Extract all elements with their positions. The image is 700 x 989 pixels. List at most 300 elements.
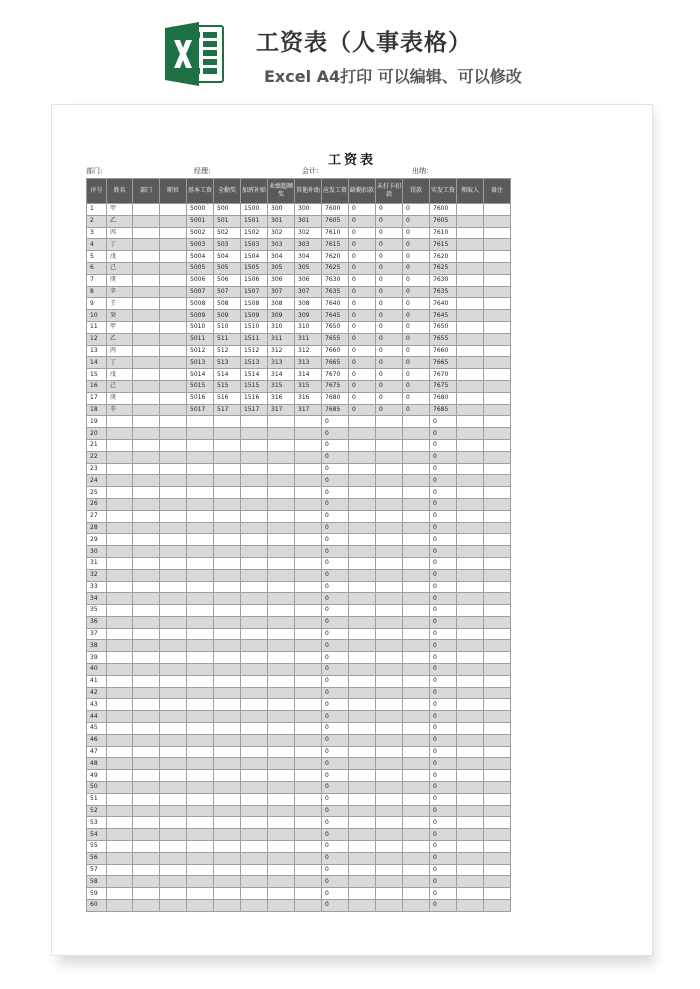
table-cell[interactable]: 5008 [187,298,214,310]
table-cell[interactable]: 0 [403,392,430,404]
table-cell[interactable]: 49 [87,770,107,782]
table-cell[interactable]: 1512 [241,345,268,357]
table-cell[interactable] [349,498,376,510]
table-cell[interactable]: 7600 [322,204,349,216]
table-cell[interactable] [133,463,160,475]
table-cell[interactable]: 0 [349,204,376,216]
table-cell[interactable]: 510 [214,321,241,333]
table-cell[interactable] [187,664,214,676]
table-cell[interactable] [457,487,484,499]
table-cell[interactable]: 0 [403,251,430,263]
table-cell[interactable]: 甲 [107,321,133,333]
table-cell[interactable] [403,876,430,888]
table-cell[interactable]: 7605 [322,215,349,227]
table-cell[interactable] [160,829,187,841]
table-cell[interactable] [268,888,295,900]
table-cell[interactable]: 0 [403,204,430,216]
table-cell[interactable] [160,404,187,416]
table-cell[interactable] [107,829,133,841]
table-cell[interactable]: 1513 [241,357,268,369]
table-cell[interactable] [160,380,187,392]
table-cell[interactable] [160,215,187,227]
table-cell[interactable]: 0 [376,298,403,310]
table-cell[interactable]: 504 [214,251,241,263]
table-cell[interactable] [187,463,214,475]
table-cell[interactable]: 7675 [430,380,457,392]
table-cell[interactable]: 0 [322,628,349,640]
table-cell[interactable]: 313 [268,357,295,369]
table-cell[interactable]: 503 [214,239,241,251]
table-cell[interactable]: 40 [87,664,107,676]
table-cell[interactable] [133,723,160,735]
table-cell[interactable] [376,817,403,829]
table-cell[interactable] [214,546,241,558]
table-cell[interactable] [107,439,133,451]
table-cell[interactable]: 0 [376,392,403,404]
table-cell[interactable]: 0 [349,404,376,416]
table-cell[interactable]: 0 [403,321,430,333]
table-cell[interactable]: 25 [87,487,107,499]
table-cell[interactable]: 317 [295,404,322,416]
table-cell[interactable]: 60 [87,900,107,912]
table-cell[interactable] [295,569,322,581]
table-cell[interactable]: 0 [376,227,403,239]
table-cell[interactable] [376,463,403,475]
table-cell[interactable] [268,463,295,475]
table-cell[interactable]: 317 [268,404,295,416]
table-cell[interactable] [241,876,268,888]
table-cell[interactable]: 304 [268,251,295,263]
table-cell[interactable] [349,770,376,782]
table-cell[interactable] [403,605,430,617]
table-cell[interactable] [376,864,403,876]
table-cell[interactable] [160,546,187,558]
table-cell[interactable] [457,274,484,286]
table-cell[interactable] [457,215,484,227]
table-cell[interactable] [187,699,214,711]
table-cell[interactable]: 501 [214,215,241,227]
table-cell[interactable] [160,687,187,699]
table-cell[interactable]: 310 [268,321,295,333]
table-cell[interactable] [133,782,160,794]
table-cell[interactable]: 1514 [241,369,268,381]
table-cell[interactable] [349,782,376,794]
table-cell[interactable] [107,723,133,735]
table-cell[interactable] [160,699,187,711]
table-cell[interactable]: 0 [430,652,457,664]
table-cell[interactable] [187,475,214,487]
table-cell[interactable] [484,593,511,605]
table-cell[interactable] [295,864,322,876]
table-cell[interactable] [133,487,160,499]
table-cell[interactable]: 0 [430,876,457,888]
table-cell[interactable] [484,522,511,534]
table-cell[interactable] [484,321,511,333]
table-cell[interactable] [376,428,403,440]
table-cell[interactable]: 癸 [107,310,133,322]
table-cell[interactable] [187,487,214,499]
table-cell[interactable] [457,498,484,510]
table-cell[interactable] [484,770,511,782]
table-cell[interactable]: 7645 [322,310,349,322]
table-cell[interactable] [295,723,322,735]
table-cell[interactable] [187,900,214,912]
table-cell[interactable] [214,782,241,794]
table-cell[interactable]: 311 [295,333,322,345]
table-cell[interactable] [403,569,430,581]
table-cell[interactable] [133,262,160,274]
table-cell[interactable] [133,274,160,286]
table-cell[interactable] [403,900,430,912]
table-cell[interactable] [160,498,187,510]
table-cell[interactable] [403,782,430,794]
table-cell[interactable] [107,687,133,699]
table-cell[interactable] [403,510,430,522]
table-cell[interactable] [214,557,241,569]
table-cell[interactable] [376,652,403,664]
table-cell[interactable] [376,510,403,522]
table-cell[interactable]: 0 [430,723,457,735]
table-cell[interactable] [484,345,511,357]
table-cell[interactable] [268,664,295,676]
table-cell[interactable] [160,369,187,381]
table-cell[interactable] [376,487,403,499]
table-cell[interactable] [295,852,322,864]
table-cell[interactable] [376,593,403,605]
table-cell[interactable] [268,628,295,640]
table-cell[interactable] [107,534,133,546]
table-cell[interactable]: 0 [376,345,403,357]
table-cell[interactable] [187,557,214,569]
table-cell[interactable] [403,475,430,487]
table-cell[interactable] [295,463,322,475]
table-cell[interactable] [241,652,268,664]
table-cell[interactable] [133,664,160,676]
table-cell[interactable] [349,876,376,888]
table-cell[interactable]: 1509 [241,310,268,322]
table-cell[interactable]: 1501 [241,215,268,227]
table-cell[interactable] [484,274,511,286]
table-cell[interactable] [160,428,187,440]
table-cell[interactable]: 26 [87,498,107,510]
table-cell[interactable]: 303 [295,239,322,251]
table-cell[interactable]: 0 [322,888,349,900]
table-cell[interactable] [214,581,241,593]
table-cell[interactable] [376,581,403,593]
table-cell[interactable] [484,758,511,770]
table-cell[interactable] [457,841,484,853]
table-cell[interactable] [349,463,376,475]
table-cell[interactable] [214,428,241,440]
table-cell[interactable] [187,829,214,841]
table-cell[interactable]: 0 [349,392,376,404]
table-cell[interactable]: 6 [87,262,107,274]
table-cell[interactable]: 7630 [430,274,457,286]
table-cell[interactable] [484,404,511,416]
table-cell[interactable] [107,546,133,558]
table-cell[interactable] [484,204,511,216]
table-cell[interactable] [403,451,430,463]
table-cell[interactable]: 0 [403,274,430,286]
table-cell[interactable] [107,711,133,723]
table-cell[interactable] [133,333,160,345]
table-cell[interactable] [295,522,322,534]
table-cell[interactable]: 乙 [107,215,133,227]
table-cell[interactable] [349,864,376,876]
table-cell[interactable] [457,652,484,664]
table-cell[interactable]: 13 [87,345,107,357]
table-cell[interactable]: 308 [268,298,295,310]
table-cell[interactable]: 0 [430,841,457,853]
table-cell[interactable] [457,416,484,428]
table-cell[interactable]: 41 [87,675,107,687]
table-cell[interactable] [349,569,376,581]
table-cell[interactable]: 505 [214,262,241,274]
table-cell[interactable] [241,546,268,558]
table-cell[interactable] [403,829,430,841]
table-cell[interactable] [268,616,295,628]
table-cell[interactable] [133,711,160,723]
table-cell[interactable] [484,546,511,558]
table-cell[interactable] [484,416,511,428]
table-cell[interactable]: 5012 [187,345,214,357]
table-cell[interactable]: 7615 [430,239,457,251]
table-cell[interactable]: 0 [430,817,457,829]
table-cell[interactable] [241,451,268,463]
table-cell[interactable] [376,675,403,687]
table-cell[interactable]: 22 [87,451,107,463]
table-cell[interactable]: 1500 [241,204,268,216]
table-cell[interactable]: 5009 [187,310,214,322]
table-cell[interactable] [133,652,160,664]
table-cell[interactable]: 34 [87,593,107,605]
table-cell[interactable] [376,687,403,699]
table-cell[interactable] [268,699,295,711]
table-cell[interactable] [160,664,187,676]
table-cell[interactable] [107,510,133,522]
table-cell[interactable] [160,463,187,475]
table-cell[interactable]: 0 [322,900,349,912]
table-cell[interactable] [349,605,376,617]
table-cell[interactable]: 0 [322,841,349,853]
table-cell[interactable] [484,664,511,676]
table-cell[interactable] [214,829,241,841]
table-cell[interactable] [295,829,322,841]
table-cell[interactable]: 0 [376,262,403,274]
table-cell[interactable]: 7670 [322,369,349,381]
table-cell[interactable]: 0 [376,251,403,263]
table-cell[interactable] [214,900,241,912]
table-cell[interactable] [403,664,430,676]
table-cell[interactable] [403,675,430,687]
table-cell[interactable] [214,416,241,428]
table-cell[interactable] [403,416,430,428]
table-cell[interactable]: 314 [295,369,322,381]
table-cell[interactable] [187,746,214,758]
table-cell[interactable] [214,463,241,475]
table-cell[interactable] [457,204,484,216]
table-cell[interactable] [457,357,484,369]
table-cell[interactable] [349,652,376,664]
table-cell[interactable] [241,534,268,546]
table-cell[interactable] [133,569,160,581]
table-cell[interactable]: 0 [322,699,349,711]
table-cell[interactable] [160,310,187,322]
table-cell[interactable] [241,793,268,805]
table-cell[interactable]: 20 [87,428,107,440]
table-cell[interactable]: 0 [430,428,457,440]
table-cell[interactable] [457,546,484,558]
table-cell[interactable] [160,746,187,758]
table-cell[interactable] [133,298,160,310]
table-cell[interactable] [484,463,511,475]
table-cell[interactable] [133,605,160,617]
table-cell[interactable]: 7660 [322,345,349,357]
table-cell[interactable] [133,746,160,758]
table-cell[interactable] [403,711,430,723]
table-cell[interactable] [268,510,295,522]
table-cell[interactable] [349,416,376,428]
table-cell[interactable] [107,640,133,652]
table-cell[interactable] [160,593,187,605]
table-cell[interactable] [349,664,376,676]
table-cell[interactable]: 7655 [322,333,349,345]
table-cell[interactable] [484,428,511,440]
table-cell[interactable] [376,699,403,711]
table-cell[interactable] [160,345,187,357]
table-cell[interactable] [295,451,322,463]
table-cell[interactable]: 316 [295,392,322,404]
table-cell[interactable] [268,758,295,770]
table-cell[interactable] [484,251,511,263]
table-cell[interactable] [160,734,187,746]
table-cell[interactable] [241,746,268,758]
table-cell[interactable] [241,605,268,617]
table-cell[interactable] [214,734,241,746]
table-cell[interactable] [376,557,403,569]
table-cell[interactable] [107,782,133,794]
table-cell[interactable] [457,510,484,522]
table-cell[interactable]: 0 [376,215,403,227]
table-cell[interactable]: 7 [87,274,107,286]
table-cell[interactable]: 7650 [430,321,457,333]
table-cell[interactable] [268,640,295,652]
table-cell[interactable] [349,439,376,451]
table-cell[interactable] [214,475,241,487]
table-cell[interactable] [268,581,295,593]
table-cell[interactable]: 0 [403,333,430,345]
table-cell[interactable] [107,675,133,687]
table-cell[interactable]: 11 [87,321,107,333]
table-cell[interactable]: 7620 [322,251,349,263]
table-cell[interactable] [187,640,214,652]
table-cell[interactable] [457,392,484,404]
table-cell[interactable]: 0 [430,664,457,676]
table-cell[interactable]: 47 [87,746,107,758]
table-cell[interactable] [133,616,160,628]
table-cell[interactable] [295,439,322,451]
table-cell[interactable]: 0 [322,475,349,487]
table-cell[interactable] [349,581,376,593]
table-cell[interactable] [107,699,133,711]
table-cell[interactable] [484,215,511,227]
table-cell[interactable] [295,640,322,652]
table-cell[interactable] [187,451,214,463]
table-cell[interactable] [484,841,511,853]
table-cell[interactable]: 丙 [107,345,133,357]
table-cell[interactable] [376,852,403,864]
table-cell[interactable] [268,782,295,794]
table-cell[interactable] [214,793,241,805]
table-cell[interactable] [484,439,511,451]
table-cell[interactable]: 乙 [107,333,133,345]
table-cell[interactable] [457,404,484,416]
table-cell[interactable]: 10 [87,310,107,322]
table-cell[interactable] [295,841,322,853]
table-cell[interactable]: 7680 [322,392,349,404]
table-cell[interactable] [295,876,322,888]
table-cell[interactable] [214,699,241,711]
table-cell[interactable]: 7640 [322,298,349,310]
table-cell[interactable] [107,569,133,581]
table-cell[interactable]: 0 [403,215,430,227]
table-cell[interactable]: 50 [87,782,107,794]
table-cell[interactable] [241,770,268,782]
table-cell[interactable]: 甲 [107,204,133,216]
table-cell[interactable] [457,770,484,782]
table-cell[interactable] [403,888,430,900]
table-cell[interactable]: 28 [87,522,107,534]
table-cell[interactable] [484,900,511,912]
table-cell[interactable]: 516 [214,392,241,404]
table-cell[interactable] [403,557,430,569]
table-cell[interactable] [160,605,187,617]
table-cell[interactable] [107,557,133,569]
table-cell[interactable]: 1505 [241,262,268,274]
table-cell[interactable] [160,333,187,345]
table-cell[interactable] [268,805,295,817]
table-cell[interactable] [241,416,268,428]
table-cell[interactable]: 509 [214,310,241,322]
table-cell[interactable]: 0 [322,770,349,782]
table-cell[interactable]: 0 [430,510,457,522]
table-cell[interactable] [295,900,322,912]
table-cell[interactable]: 0 [322,605,349,617]
table-cell[interactable] [133,498,160,510]
table-cell[interactable] [187,675,214,687]
table-cell[interactable] [187,428,214,440]
table-cell[interactable] [295,770,322,782]
table-cell[interactable] [349,428,376,440]
table-cell[interactable]: 27 [87,510,107,522]
table-cell[interactable] [133,817,160,829]
table-cell[interactable] [241,428,268,440]
table-cell[interactable] [403,487,430,499]
table-cell[interactable]: 313 [295,357,322,369]
table-cell[interactable] [349,746,376,758]
table-cell[interactable]: 316 [268,392,295,404]
table-cell[interactable]: 1507 [241,286,268,298]
table-cell[interactable] [160,888,187,900]
table-cell[interactable] [295,817,322,829]
table-cell[interactable] [133,557,160,569]
table-cell[interactable] [484,652,511,664]
table-cell[interactable] [403,758,430,770]
table-cell[interactable] [457,864,484,876]
table-cell[interactable] [160,852,187,864]
table-cell[interactable] [268,687,295,699]
table-cell[interactable] [349,628,376,640]
